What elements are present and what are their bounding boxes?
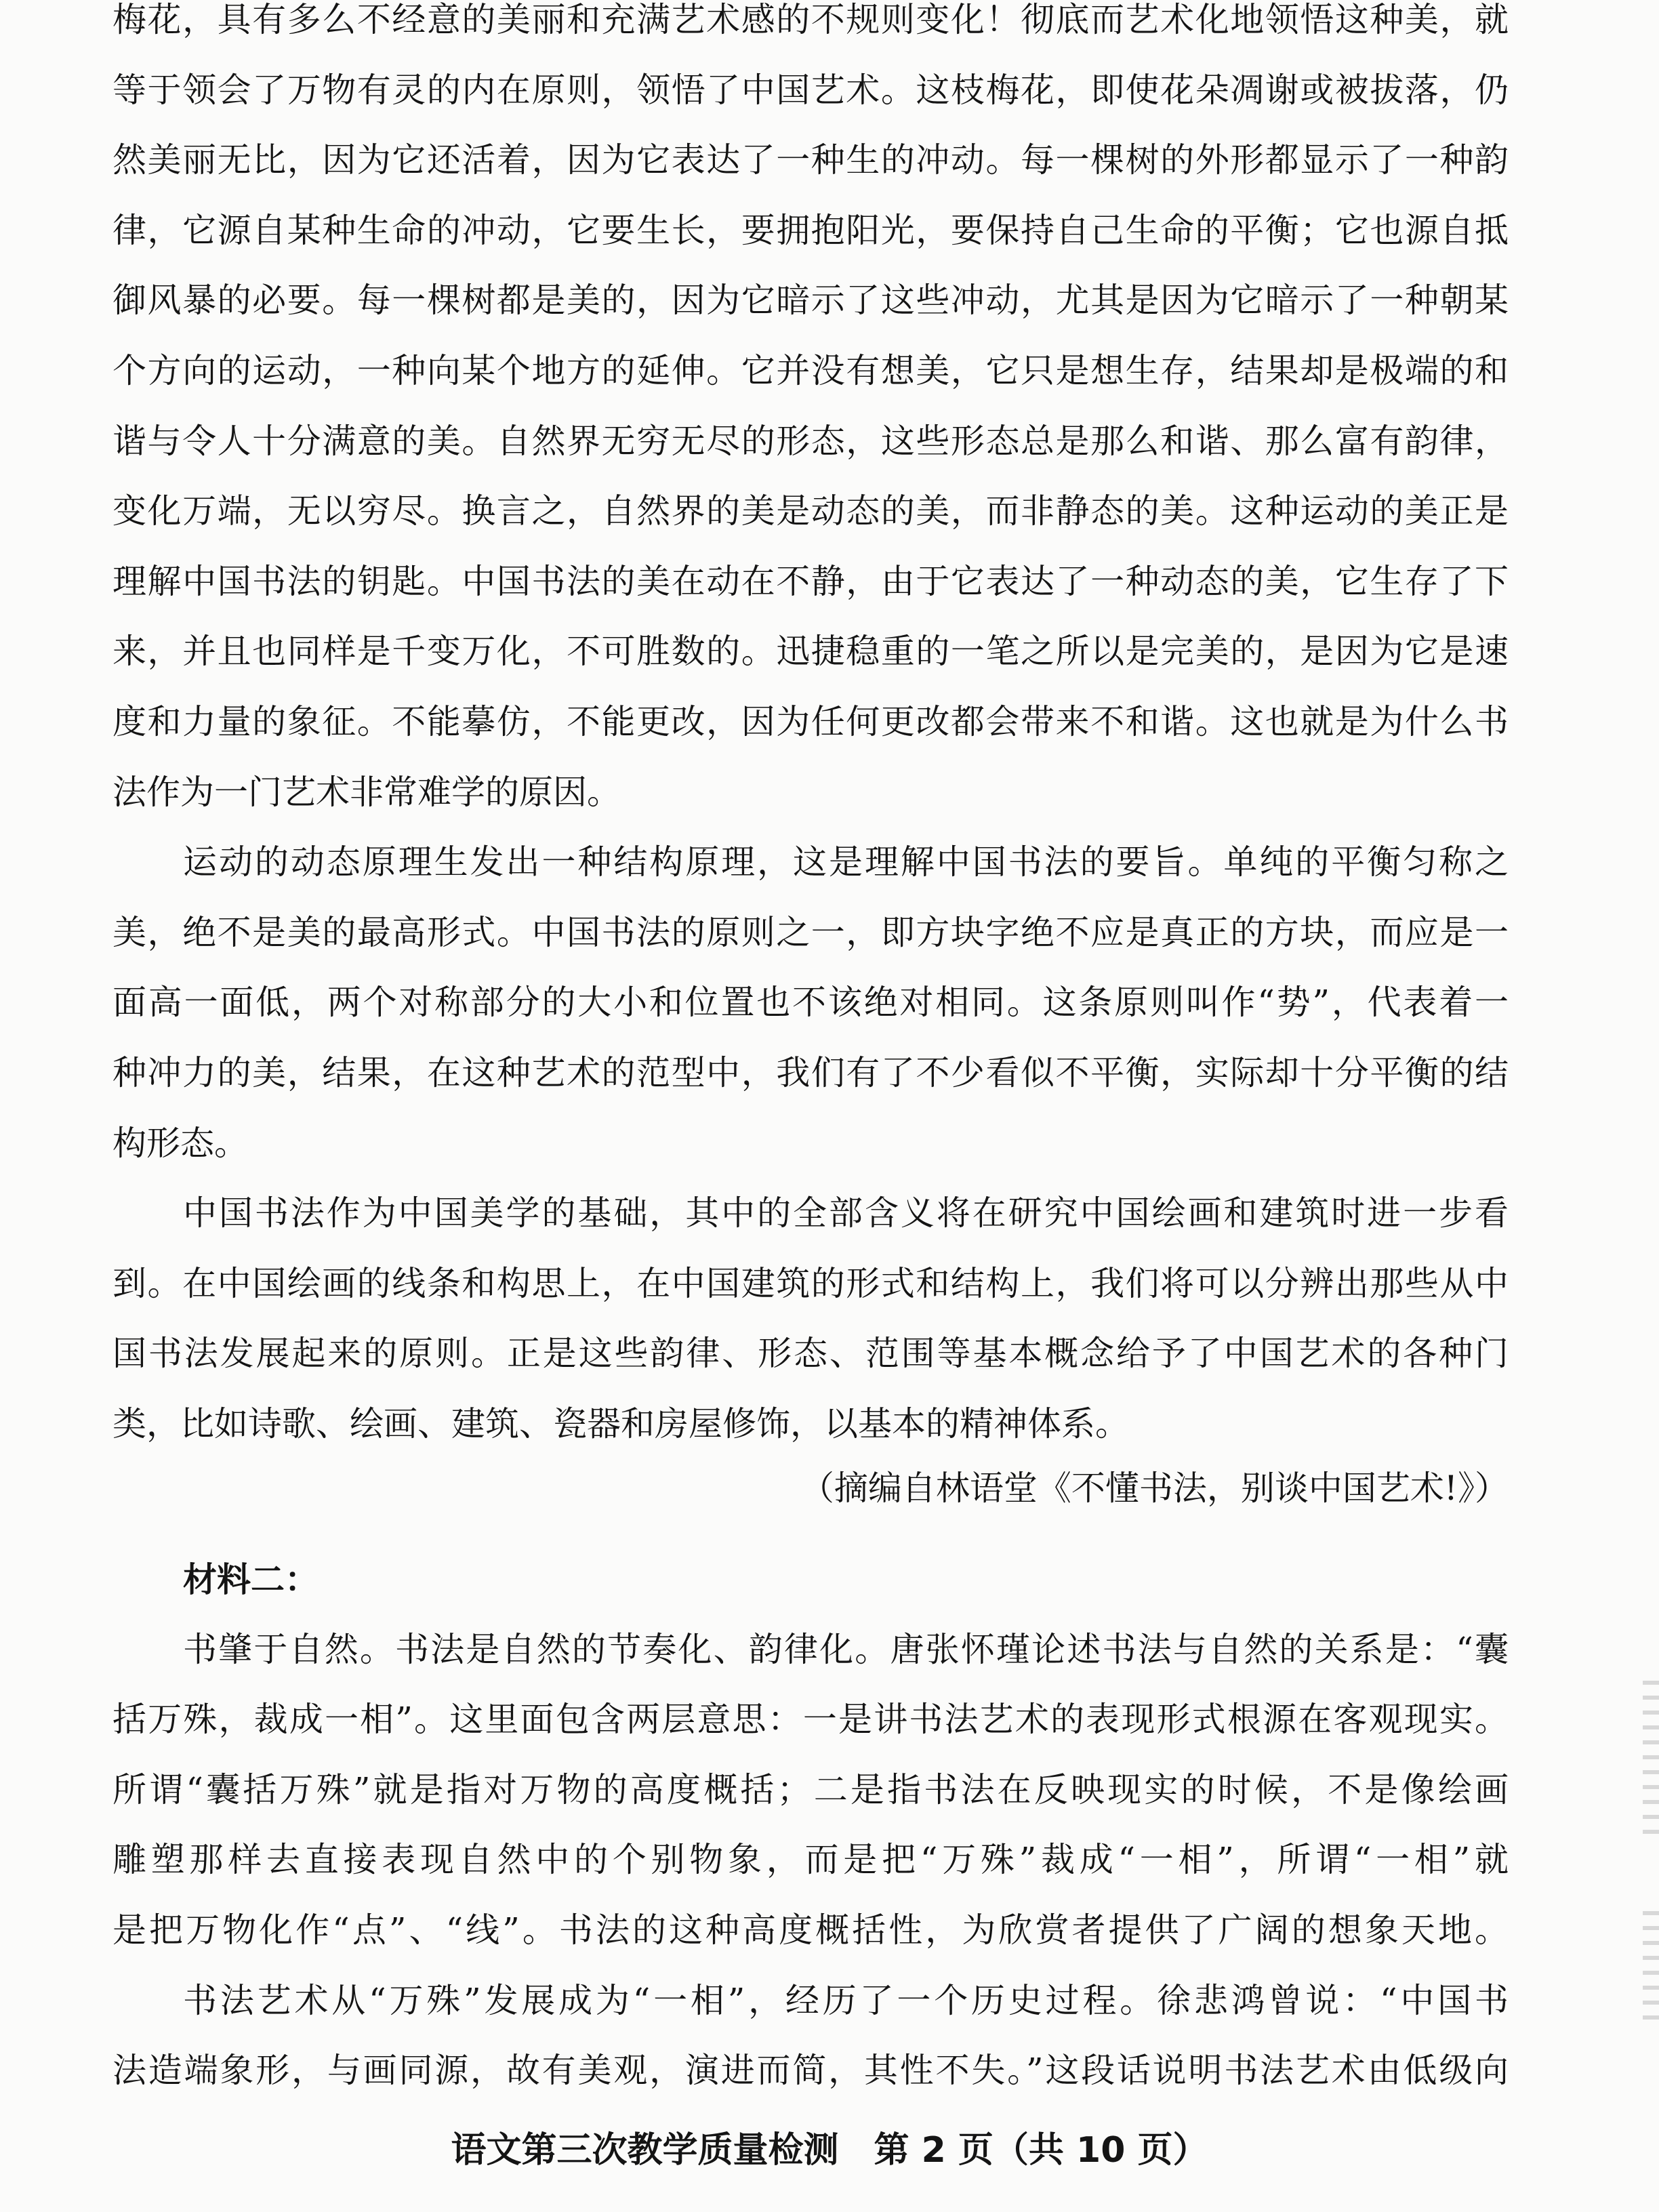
text-line: 梅花，具有多么不经意的美丽和充满艺术感的不规则变化！彻底而艺术化地领悟这种美，就: [112, 0, 1509, 39]
page-footer: 语文第三次教学质量检测 第 2 页（共 10 页）: [451, 2130, 1208, 2171]
text-line: 类，比如诗歌、绘画、建筑、瓷器和房屋修饰，以基本的精神体系。: [112, 1404, 1129, 1443]
citation: （摘编自林语堂《不懂书法，别谈中国艺术!》）: [800, 1469, 1509, 1509]
text-line: 度和力量的象征。不能摹仿，不能更改，因为任何更改都会带来不和谐。这也就是为什么书: [112, 701, 1509, 741]
document-body: [112, 0, 1509, 2106]
text-line: 中国书法作为中国美学的基础，其中的全部含义将在研究中国绘画和建筑时进一步看: [183, 1193, 1509, 1233]
text-line: 面高一面低，两个对称部分的大小和位置也不该绝对相同。这条原则叫作“势”，代表着一: [112, 983, 1509, 1023]
scan-edge-mark: [1643, 1911, 1659, 2026]
text-line: 律，它源自某种生命的冲动，它要生长，要拥抱阳光，要保持自己生命的平衡；它也源自抵: [112, 210, 1509, 250]
text-line: 书法艺术从“万殊”发展成为“一相”，经历了一个历史过程。徐悲鸿曾说：“中国书: [183, 1980, 1509, 2020]
text-line: 构形态。: [112, 1123, 248, 1163]
text-line: 美，绝不是美的最高形式。中国书法的原则之一，即方块字绝不应是真正的方块，而应是一: [112, 912, 1509, 952]
text-line: 来，并且也同样是千变万化，不可胜数的。迅捷稳重的一笔之所以是完美的，是因为它是速: [112, 632, 1509, 672]
section-heading: 材料二：: [183, 1559, 319, 1600]
text-line: 法作为一门艺术非常难学的原因。: [112, 772, 621, 812]
text-line: 雕塑那样去直接表现自然中的个别物象，而是把“万殊”裁成“一相”，所谓“一相”就: [112, 1840, 1509, 1880]
text-line: 法造端象形，与画同源，故有美观，演进而简，其性不失。”这段话说明书法艺术由低级向: [112, 2051, 1509, 2091]
text-line: 括万殊，裁成一相”。这里面包含两层意思：一是讲书法艺术的表现形式根源在客观现实。: [112, 1700, 1509, 1740]
text-line: 然美丽无比，因为它还活着，因为它表达了一种生的冲动。每一棵树的外形都显示了一种韵: [112, 140, 1509, 180]
text-line: 变化万端，无以穷尽。换言之，自然界的美是动态的美，而非静态的美。这种运动的美正是: [112, 491, 1509, 531]
text-line: 国书法发展起来的原则。正是这些韵律、形态、范围等基本概念给予了中国艺术的各种门: [112, 1334, 1509, 1374]
scan-edge-mark: [1643, 1681, 1659, 1837]
text-line: 到。在中国绘画的线条和构思上，在中国建筑的形式和结构上，我们将可以分辨出那些从中: [112, 1263, 1509, 1303]
text-line: 运动的动态原理生发出一种结构原理，这是理解中国书法的要旨。单纯的平衡匀称之: [183, 842, 1509, 882]
text-line: 书肇于自然。书法是自然的节奏化、韵律化。唐张怀瑾论述书法与自然的关系是：“囊: [183, 1629, 1509, 1669]
text-line: 个方向的运动，一种向某个地方的延伸。它并没有想美，它只是想生存，结果却是极端的和: [112, 350, 1509, 390]
text-line: 种冲力的美，结果，在这种艺术的范型中，我们有了不少看似不平衡，实际却十分平衡的结: [112, 1052, 1509, 1092]
text-line: 御风暴的必要。每一棵树都是美的，因为它暗示了这些冲动，尤其是因为它暗示了一种朝某: [112, 281, 1509, 321]
text-line: 是把万物化作“点”、“线”。书法的这种高度概括性，为欣赏者提供了广阔的想象天地。: [112, 1910, 1509, 1950]
text-line: 所谓“囊括万殊”就是指对万物的高度概括；二是指书法在反映现实的时候，不是像绘画: [112, 1769, 1509, 1809]
text-line: 等于领会了万物有灵的内在原则，领悟了中国艺术。这枝梅花，即使花朵凋谢或被拔落，仍: [112, 70, 1509, 110]
text-line: 理解中国书法的钥匙。中国书法的美在动在不静，由于它表达了一种动态的美，它生存了下: [112, 561, 1509, 601]
text-line: 谐与令人十分满意的美。自然界无穷无尽的形态，这些形态总是那么和谐、那么富有韵律，: [112, 421, 1509, 461]
